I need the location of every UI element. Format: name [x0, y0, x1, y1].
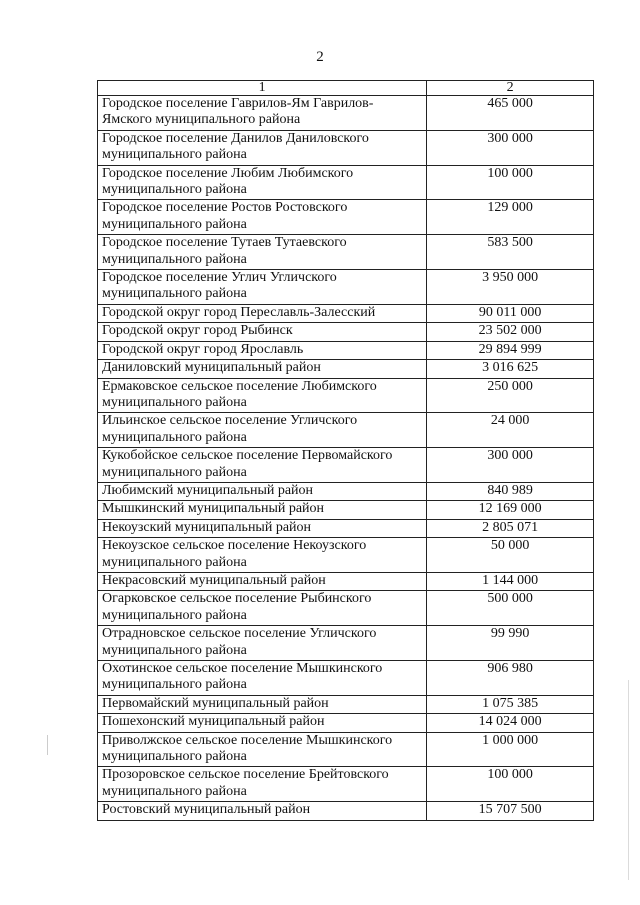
scan-edge-mark [628, 680, 629, 880]
amount-value: 1 000 000 [427, 732, 594, 767]
table-row [98, 695, 594, 713]
municipality-name: Городской округ город Рыбинск [98, 323, 427, 341]
municipality-name: Кукобойское сельское поселение Первомайского муниципального района [98, 448, 427, 483]
table-row [98, 767, 594, 802]
column-header-2: 2 [427, 81, 594, 96]
amount-value: 583 500 [427, 235, 594, 270]
table-row [98, 482, 594, 500]
municipality-name: Некрасовский муниципальный район [98, 572, 427, 590]
amount-value: 3 950 000 [427, 270, 594, 305]
table-row [98, 96, 594, 131]
table-row [98, 200, 594, 235]
municipality-name: Городское поселение Тутаев Тутаевского муниципального района [98, 235, 427, 270]
table-row [98, 626, 594, 661]
table-row [98, 661, 594, 696]
table-row [98, 714, 594, 732]
table-header-row [98, 81, 594, 96]
amount-value: 500 000 [427, 591, 594, 626]
amount-value: 14 024 000 [427, 714, 594, 732]
amount-value: 300 000 [427, 130, 594, 165]
amount-value: 840 989 [427, 482, 594, 500]
allocation-table [97, 80, 594, 821]
amount-value: 24 000 [427, 413, 594, 448]
municipality-name: Городской округ город Ярославль [98, 341, 427, 359]
table-row [98, 802, 594, 820]
amount-value: 50 000 [427, 538, 594, 573]
municipality-name: Городское поселение Углич Угличского муниципального района [98, 270, 427, 305]
column-header-1: 1 [98, 81, 427, 96]
municipality-name: Ильинское сельское поселение Угличского муниципального района [98, 413, 427, 448]
table-row [98, 235, 594, 270]
table-row [98, 538, 594, 573]
municipality-name: Некоузское сельское поселение Некоузского муниципального района [98, 538, 427, 573]
table-row [98, 360, 594, 378]
amount-value: 29 894 999 [427, 341, 594, 359]
table-row [98, 519, 594, 537]
amount-value: 3 016 625 [427, 360, 594, 378]
table-row [98, 413, 594, 448]
table-row [98, 572, 594, 590]
amount-value: 1 075 385 [427, 695, 594, 713]
table-row [98, 165, 594, 200]
municipality-name: Городское поселение Гаврилов-Ям Гаврилов-Ямского муниципального района [98, 96, 427, 131]
municipality-name: Охотинское сельское поселение Мышкинского муниципального района [98, 661, 427, 696]
table-row [98, 270, 594, 305]
amount-value: 1 144 000 [427, 572, 594, 590]
municipality-name: Огарковское сельское поселение Рыбинского муниципального района [98, 591, 427, 626]
municipality-name: Мышкинский муниципальный район [98, 501, 427, 519]
amount-value: 15 707 500 [427, 802, 594, 820]
table-row [98, 130, 594, 165]
table-row [98, 323, 594, 341]
municipality-name: Прозоровское сельское поселение Брейтовского муниципального района [98, 767, 427, 802]
municipality-name: Городское поселение Данилов Даниловского муниципального района [98, 130, 427, 165]
municipality-name: Некоузский муниципальный район [98, 519, 427, 537]
scan-speck [47, 735, 48, 755]
table-row [98, 591, 594, 626]
table-row [98, 448, 594, 483]
municipality-name: Городское поселение Ростов Ростовского муниципального района [98, 200, 427, 235]
table-row [98, 378, 594, 413]
amount-value: 100 000 [427, 767, 594, 802]
municipality-name: Любимский муниципальный район [98, 482, 427, 500]
amount-value: 250 000 [427, 378, 594, 413]
municipality-name: Даниловский муниципальный район [98, 360, 427, 378]
municipality-name: Первомайский муниципальный район [98, 695, 427, 713]
amount-value: 465 000 [427, 96, 594, 131]
municipality-name: Пошехонский муниципальный район [98, 714, 427, 732]
municipality-name: Городское поселение Любим Любимского муниципального района [98, 165, 427, 200]
amount-value: 129 000 [427, 200, 594, 235]
table-row [98, 341, 594, 359]
amount-value: 906 980 [427, 661, 594, 696]
amount-value: 2 805 071 [427, 519, 594, 537]
page-number: 2 [316, 49, 324, 65]
amount-value: 99 990 [427, 626, 594, 661]
table-row [98, 501, 594, 519]
amount-value: 12 169 000 [427, 501, 594, 519]
table-row [98, 732, 594, 767]
amount-value: 100 000 [427, 165, 594, 200]
table-row [98, 304, 594, 322]
municipality-name: Ермаковское сельское поселение Любимского муниципального района [98, 378, 427, 413]
municipality-name: Ростовский муниципальный район [98, 802, 427, 820]
municipality-name: Приволжское сельское поселение Мышкинского муниципального района [98, 732, 427, 767]
municipality-name: Городской округ город Переславль-Залесский [98, 304, 427, 322]
amount-value: 90 011 000 [427, 304, 594, 322]
amount-value: 23 502 000 [427, 323, 594, 341]
amount-value: 300 000 [427, 448, 594, 483]
municipality-name: Отрадновское сельское поселение Угличского муниципального района [98, 626, 427, 661]
